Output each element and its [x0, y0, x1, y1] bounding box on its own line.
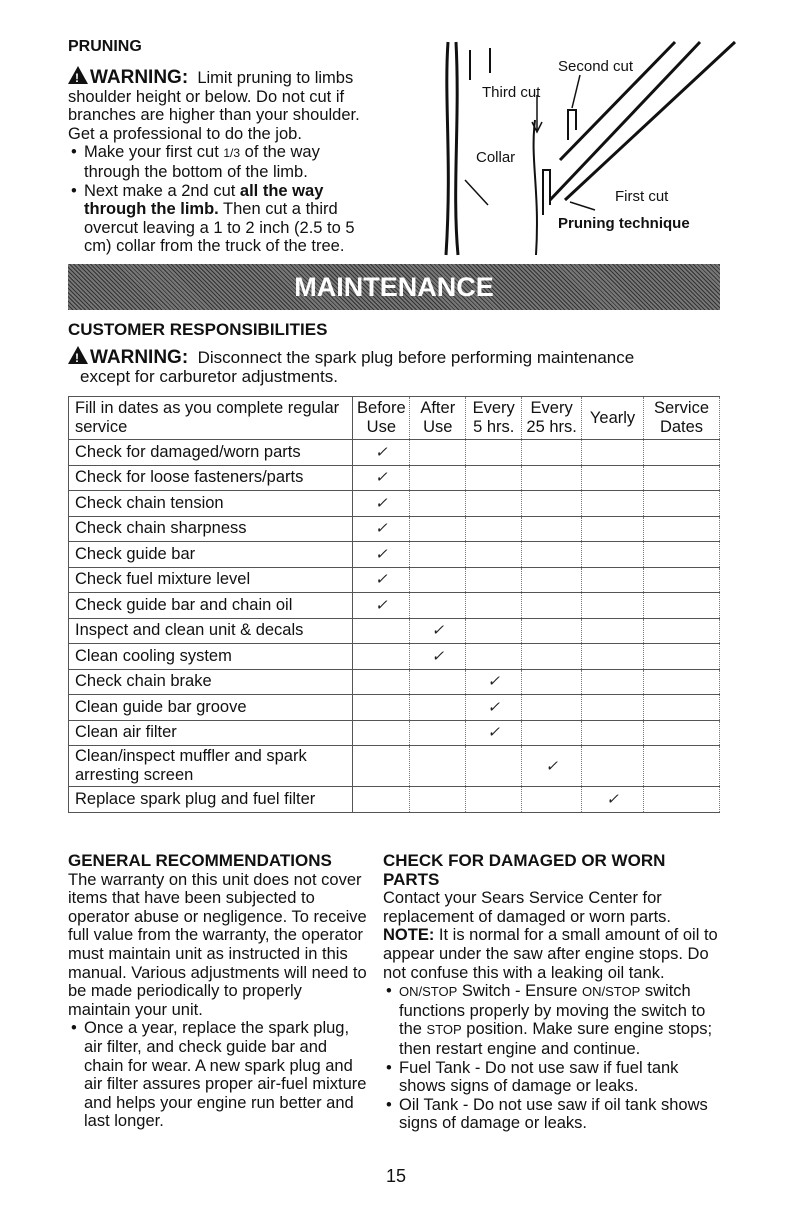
interval-cell — [353, 491, 410, 517]
interval-cell — [466, 593, 522, 619]
list-item: • Once a year, replace the spark plug, air filter, and check guide bar and chain for wear. A new spark plug and air filter assures proper air-fuel mixture and helps your engine run better and last longer. — [84, 1019, 368, 1131]
interval-cell — [582, 491, 644, 517]
interval-cell — [410, 593, 466, 619]
task-label: Clean air filter — [69, 720, 353, 746]
service-date-cell — [644, 669, 720, 695]
check-mark-icon: ✓ — [375, 494, 388, 512]
interval-cell — [582, 669, 644, 695]
interval-cell — [466, 787, 522, 813]
interval-cell — [466, 669, 522, 695]
check-mark-icon: ✓ — [431, 647, 445, 665]
service-date-cell — [644, 542, 720, 568]
interval-cell — [522, 644, 582, 670]
table-row — [69, 567, 720, 593]
interval-cell — [410, 746, 466, 787]
list-item: • Make your first cut 1/3 of the way through the bottom of the limb. — [84, 143, 368, 181]
interval-cell — [466, 644, 522, 670]
interval-cell — [410, 787, 466, 813]
task-label: Clean/inspect muffler and spark arresting screen — [69, 746, 353, 787]
check-mark-icon: ✓ — [375, 596, 388, 614]
service-date-cell — [644, 644, 720, 670]
interval-cell — [522, 440, 582, 466]
general-text: The warranty on this unit does not cover items that have been subjected to operator abuse or negligence. To receive full value from the warranty, the operator must maintain unit as instructed in this manual. Various adjustments will need to be made periodically to properly maintain your unit. — [68, 870, 367, 1019]
interval-cell — [410, 618, 466, 644]
interval-cell — [582, 593, 644, 619]
interval-cell — [410, 440, 466, 466]
interval-cell — [522, 516, 582, 542]
service-date-cell — [644, 491, 720, 517]
pruning-heading: PRUNING — [68, 38, 142, 55]
interval-cell — [353, 516, 410, 542]
service-date-cell — [644, 787, 720, 813]
interval-cell — [582, 618, 644, 644]
list-item: • Oil Tank - Do not use saw if oil tank shows signs of damage or leaks. — [399, 1096, 723, 1133]
figure-caption: Pruning technique — [558, 215, 690, 232]
task-label: Check guide bar and chain oil — [69, 593, 353, 619]
general-recommendations — [68, 852, 368, 1131]
check-mark-icon: ✓ — [545, 757, 558, 775]
maintenance-schedule-table — [68, 396, 720, 813]
task-label: Check for damaged/worn parts — [69, 440, 353, 466]
check-mark-icon: ✓ — [606, 790, 619, 808]
interval-cell — [353, 440, 410, 466]
interval-cell — [522, 465, 582, 491]
column-header: After Use — [410, 397, 466, 440]
service-date-cell — [644, 720, 720, 746]
note: NOTE: It is normal for a small amount of oil to appear under the saw after engine stops. Do not confuse this with a leaking oil tank. — [383, 926, 718, 982]
list-item: • Fuel Tank - Do not use saw if fuel tank shows signs of damage or leaks. — [399, 1059, 723, 1096]
interval-cell — [466, 746, 522, 787]
general-heading: GENERAL RECOMMENDATIONS — [68, 851, 332, 870]
interval-cell — [353, 542, 410, 568]
interval-cell — [353, 593, 410, 619]
warning-icon — [68, 346, 88, 364]
interval-cell — [466, 695, 522, 721]
check-mark-icon: ✓ — [375, 443, 388, 461]
interval-cell — [353, 787, 410, 813]
maintenance-banner: MAINTENANCE — [68, 264, 720, 310]
interval-cell — [582, 695, 644, 721]
interval-cell — [582, 567, 644, 593]
warning-label: WARNING: — [90, 67, 189, 88]
check-mark-icon: ✓ — [487, 673, 500, 691]
label-third-cut: Third cut — [482, 84, 541, 101]
table-row — [69, 669, 720, 695]
pruning-figure — [440, 40, 740, 265]
interval-cell — [522, 787, 582, 813]
label-first-cut: First cut — [615, 188, 669, 205]
interval-cell — [353, 695, 410, 721]
warning-label: WARNING: — [90, 347, 189, 368]
check-mark-icon: ✓ — [487, 724, 500, 742]
check-mark-icon: ✓ — [375, 520, 388, 538]
interval-cell — [410, 542, 466, 568]
interval-cell — [466, 720, 522, 746]
interval-cell — [466, 465, 522, 491]
interval-cell — [353, 465, 410, 491]
table-row — [69, 644, 720, 670]
check-mark-icon: ✓ — [487, 698, 500, 716]
interval-cell — [582, 465, 644, 491]
table-row — [69, 618, 720, 644]
interval-cell — [522, 567, 582, 593]
label-collar: Collar — [476, 149, 516, 166]
warning-text: Disconnect the spark plug before performing maintenance — [197, 348, 635, 367]
pruning-section — [68, 66, 368, 256]
service-date-cell — [644, 440, 720, 466]
interval-cell — [353, 746, 410, 787]
service-date-cell — [644, 618, 720, 644]
table-row — [69, 787, 720, 813]
interval-cell — [582, 787, 644, 813]
table-row — [69, 542, 720, 568]
task-label: Inspect and clean unit & decals — [69, 618, 353, 644]
interval-cell — [582, 720, 644, 746]
task-label: Check chain brake — [69, 669, 353, 695]
check-mark-icon: ✓ — [375, 545, 388, 563]
interval-cell — [522, 720, 582, 746]
interval-cell — [522, 593, 582, 619]
interval-cell — [410, 567, 466, 593]
check-text: Contact your Sears Service Center for replacement of damaged or worn parts. — [383, 889, 671, 926]
table-row — [69, 465, 720, 491]
column-header: Every 25 hrs. — [522, 397, 582, 440]
interval-cell — [353, 618, 410, 644]
task-label: Check for loose fasteners/parts — [69, 465, 353, 491]
interval-cell — [353, 567, 410, 593]
interval-cell — [582, 516, 644, 542]
table-row — [69, 440, 720, 466]
task-label: Check fuel mixture level — [69, 567, 353, 593]
customer-heading: CUSTOMER RESPONSIBILITIES — [68, 320, 328, 339]
interval-cell — [410, 465, 466, 491]
table-row — [69, 593, 720, 619]
interval-cell — [353, 644, 410, 670]
interval-cell — [582, 440, 644, 466]
interval-cell — [466, 491, 522, 517]
column-header: Service Dates — [644, 397, 720, 440]
interval-cell — [410, 669, 466, 695]
table-row — [69, 720, 720, 746]
interval-cell — [522, 746, 582, 787]
list-item: • ON/STOP Switch - Ensure ON/STOP switch functions properly by moving the switch to the STOP position. Make sure engine stops; then restart engine and continue. — [399, 982, 723, 1058]
interval-cell — [410, 720, 466, 746]
interval-cell — [522, 618, 582, 644]
list-item: • Next make a 2nd cut all the way through the limb. Then cut a third overcut leaving a 1 to 2 inch (2.5 to 5 cm) collar from the truck of the tree. — [84, 182, 368, 256]
warning-text-cont: except for carburetor adjustments. — [80, 367, 338, 386]
task-label: Replace spark plug and fuel filter — [69, 787, 353, 813]
interval-cell — [410, 695, 466, 721]
interval-cell — [522, 491, 582, 517]
interval-cell — [522, 695, 582, 721]
service-date-cell — [644, 746, 720, 787]
service-date-cell — [644, 593, 720, 619]
interval-cell — [466, 567, 522, 593]
interval-cell — [353, 669, 410, 695]
check-mark-icon: ✓ — [375, 469, 388, 487]
service-date-cell — [644, 516, 720, 542]
service-date-cell — [644, 465, 720, 491]
interval-cell — [410, 491, 466, 517]
column-header: Fill in dates as you complete regular service — [69, 397, 353, 440]
interval-cell — [466, 542, 522, 568]
interval-cell — [410, 644, 466, 670]
interval-cell — [522, 669, 582, 695]
interval-cell — [582, 542, 644, 568]
interval-cell — [466, 516, 522, 542]
table-row — [69, 695, 720, 721]
customer-warning — [68, 346, 634, 386]
task-label: Check chain sharpness — [69, 516, 353, 542]
check-mark-icon: ✓ — [375, 571, 388, 589]
interval-cell — [353, 720, 410, 746]
interval-cell — [466, 618, 522, 644]
column-header: Every 5 hrs. — [466, 397, 522, 440]
warning-icon — [68, 66, 88, 84]
interval-cell — [522, 542, 582, 568]
page-number: 15 — [385, 1166, 407, 1186]
service-date-cell — [644, 567, 720, 593]
column-header: Before Use — [353, 397, 410, 440]
interval-cell — [466, 440, 522, 466]
table-row — [69, 746, 720, 787]
table-row — [69, 491, 720, 517]
task-label: Check guide bar — [69, 542, 353, 568]
label-second-cut: Second cut — [558, 58, 634, 75]
check-mark-icon: ✓ — [431, 622, 445, 640]
interval-cell — [582, 644, 644, 670]
column-header: Yearly — [582, 397, 644, 440]
task-label: Check chain tension — [69, 491, 353, 517]
service-date-cell — [644, 695, 720, 721]
check-heading: CHECK FOR DAMAGED OR WORN PARTS — [383, 851, 666, 889]
warning-text: Limit pruning to limbs shoulder height or below. Do not cut if branches are higher than your shoulder. Get a professional to do the job. — [68, 69, 360, 143]
interval-cell — [410, 516, 466, 542]
task-label: Clean guide bar groove — [69, 695, 353, 721]
interval-cell — [582, 746, 644, 787]
check-damaged-parts — [383, 852, 723, 1133]
table-row — [69, 516, 720, 542]
task-label: Clean cooling system — [69, 644, 353, 670]
